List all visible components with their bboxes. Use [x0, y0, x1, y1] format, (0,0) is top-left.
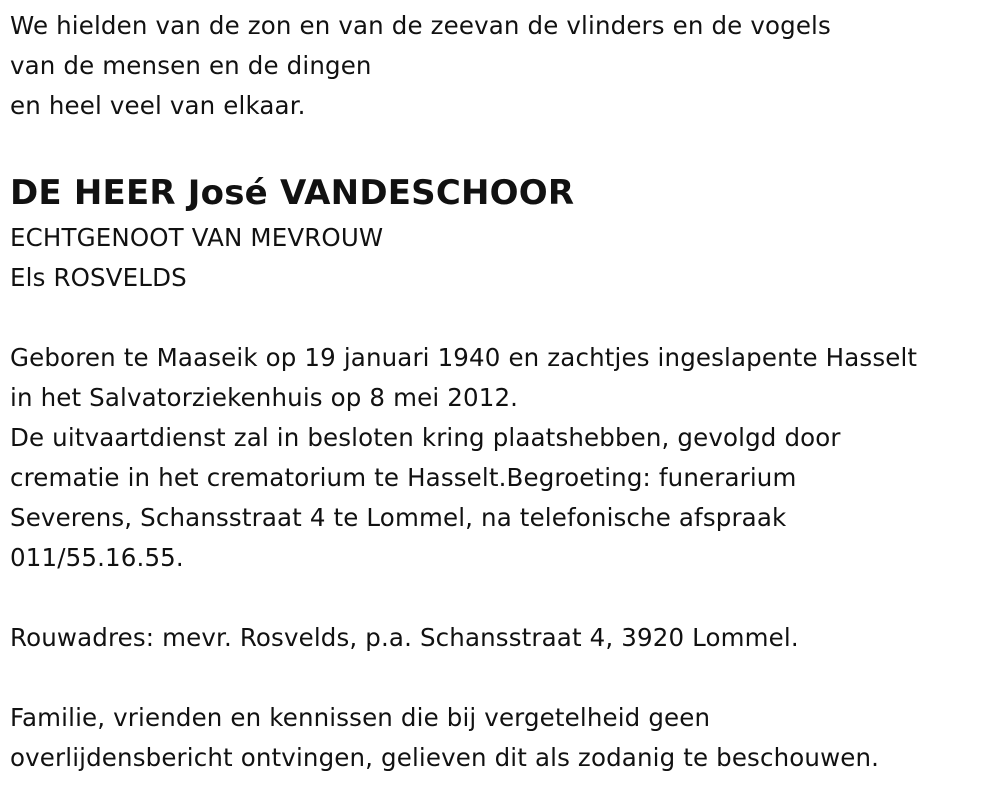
- closing-line: overlijdensbericht ontvingen, gelieven dit als zodanig te beschouwen.: [10, 743, 880, 772]
- details-line: in het Salvatorziekenhuis op 8 mei 2012.: [10, 383, 519, 412]
- details-line: De uitvaartdienst zal in besloten kring plaatshebben, gevolgd door: [10, 423, 841, 452]
- closing-block: [10, 698, 1000, 778]
- poem-block: [10, 6, 1000, 126]
- spacer: [10, 658, 1000, 698]
- poem-line: en heel veel van elkaar.: [10, 91, 306, 120]
- spouse-line: Els ROSVELDS: [10, 263, 187, 292]
- mourning-address: Rouwadres: mevr. Rosvelds, p.a. Schansstraat 4, 3920 Lommel.: [10, 623, 799, 652]
- details-line: crematie in het crematorium te Hasselt.Begroeting: funerarium: [10, 463, 797, 492]
- spouse-block: [10, 218, 1000, 298]
- spacer: [10, 578, 1000, 618]
- details-line: Geboren te Maaseik op 19 januari 1940 en zachtjes ingeslapente Hasselt: [10, 343, 918, 372]
- details-line: 011/55.16.55.: [10, 543, 184, 572]
- spacer: [10, 298, 1000, 338]
- details-line: Severens, Schansstraat 4 te Lommel, na telefonische afspraak: [10, 503, 787, 532]
- spacer: [10, 126, 1000, 166]
- poem-line: We hielden van de zon en van de zeevan de vlinders en de vogels: [10, 11, 831, 40]
- deceased-name: DE HEER José VANDESCHOOR: [10, 173, 575, 213]
- details-block: [10, 338, 1000, 578]
- closing-line: Familie, vrienden en kennissen die bij vergetelheid geen: [10, 703, 711, 732]
- poem-line: van de mensen en de dingen: [10, 51, 372, 80]
- spouse-line: ECHTGENOOT VAN MEVROUW: [10, 223, 384, 252]
